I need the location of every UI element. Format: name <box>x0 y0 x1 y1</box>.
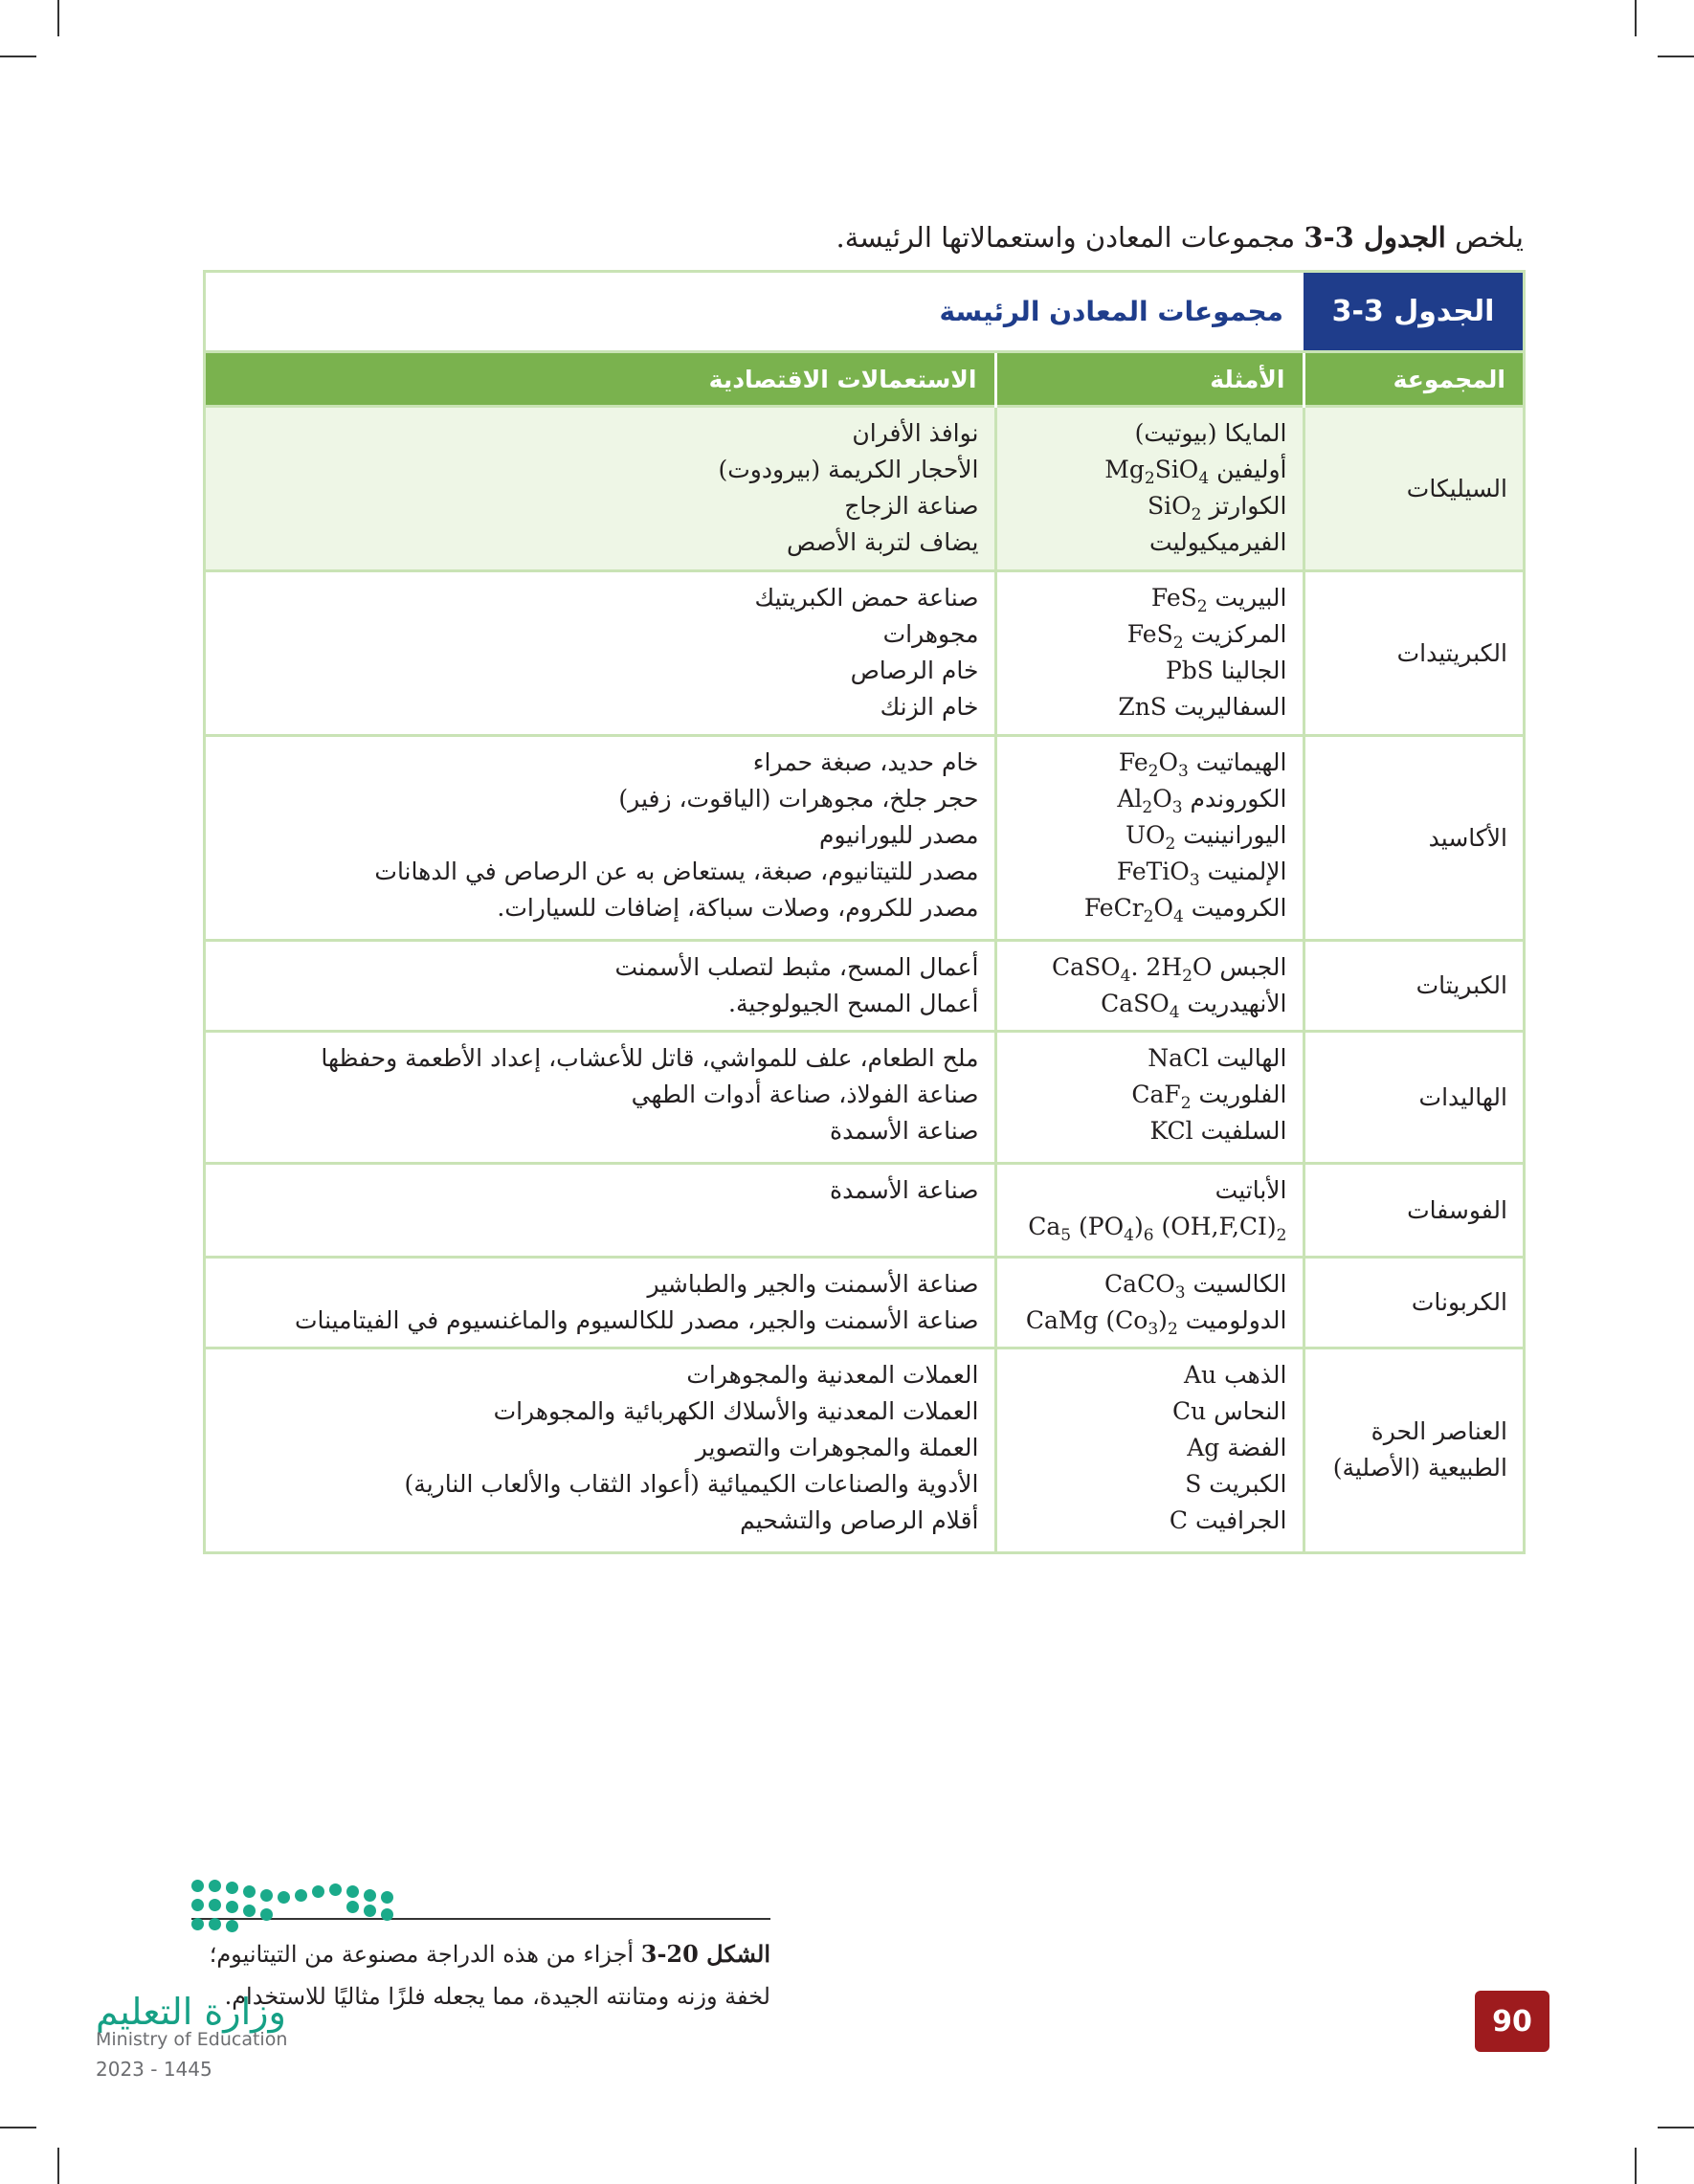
logo-dot <box>381 1908 393 1921</box>
example-line: الفلوريت CaF$_2$ <box>1131 1081 1287 1113</box>
use-line: مجوهرات <box>882 620 979 648</box>
example-line: الجالينا PbS <box>1165 657 1287 684</box>
use-line: صناعة الأسمنت والجير والطباشير <box>647 1270 979 1298</box>
logo-dot <box>209 1880 221 1892</box>
header-row <box>206 353 1523 407</box>
logo-dot <box>243 1905 256 1917</box>
logo-dot <box>226 1901 238 1913</box>
header-examples: الأمثلة <box>995 353 1304 407</box>
use-line: صناعة الزجاج <box>844 492 979 520</box>
example-line: الكالسيت CaCO$_3$ <box>1104 1270 1287 1303</box>
uses-cell <box>206 407 995 571</box>
ministry-name-arabic: وزارة التعليم <box>96 1991 286 2033</box>
example-line: الكبريت S <box>1185 1470 1287 1498</box>
use-line: حجر جلخ، مجوهرات (الياقوت، زفير) <box>618 785 979 813</box>
example-line: الإلمنيت FeTiO$_3$ <box>1116 858 1287 890</box>
intro-text: يلخص <box>1445 221 1524 254</box>
crop-mark <box>0 56 36 57</box>
use-line: صناعة الأسمنت والجير، مصدر للكالسيوم والماغنسيوم في الفيتامينات <box>294 1306 979 1334</box>
use-line: مصدر للتيتانيوم، صبغة، يستعاض به عن الرصاص في الدهانات <box>374 858 979 885</box>
example-line: المركزيت FeS$_2$ <box>1126 620 1287 653</box>
example-line: أوليفين $Mg_2SiO_4$ <box>1104 456 1287 488</box>
caption-figure-ref: الشكل 20-3 <box>640 1940 770 1968</box>
use-line: خام الرصاص <box>850 657 979 684</box>
example-line: الكوروندم $Al_2O_3$ <box>1117 785 1287 817</box>
example-line: الكروميت $FeCr_2O_4$ <box>1083 894 1287 926</box>
mineral-group-cell: الكبريتيدات <box>1304 571 1523 736</box>
intro-paragraph <box>184 216 1524 258</box>
use-line: مصدر للكروم، وصلات سباكة، إضافات للسيارات. <box>497 894 979 922</box>
logo-dot <box>191 1880 204 1892</box>
examples-cell <box>995 1164 1304 1258</box>
mineral-group-cell: الكبريتات <box>1304 941 1523 1032</box>
logo-dot <box>260 1908 273 1921</box>
logo-dot <box>346 1901 359 1913</box>
uses-cell <box>206 736 995 941</box>
logo-dot <box>364 1905 376 1917</box>
uses-cell <box>206 571 995 736</box>
use-line: صناعة الفولاذ، صناعة أدوات الطهي <box>631 1081 979 1108</box>
minerals-grid <box>206 353 1523 1551</box>
logo-dot <box>364 1889 376 1902</box>
use-line: صناعة حمض الكبريتيك <box>754 584 979 612</box>
mineral-group-cell: الكربونات <box>1304 1258 1523 1348</box>
uses-cell <box>206 1348 995 1551</box>
example-line: المايكا (بيوتيت) <box>1134 419 1287 447</box>
table-row <box>206 941 1523 1032</box>
examples-cell <box>995 941 1304 1032</box>
use-line: ملح الطعام، علف للمواشي، قاتل للأعشاب، إعداد الأطعمة وحفظها <box>321 1044 979 1072</box>
caption-text: أجزاء من هذه الدراجة مصنوعة من التيتانيوم؛ لخفة وزنه ومتانته الجيدة، مما يجعله فلزًا مثاليًا للاستخدام. <box>209 1941 770 2010</box>
examples-cell <box>995 1258 1304 1348</box>
intro-table-ref: الجدول 3-3 <box>1304 221 1446 254</box>
examples-cell <box>995 1032 1304 1164</box>
use-line: الأدوية والصناعات الكيميائية (أعواد الثقاب والألعاب النارية) <box>404 1470 979 1498</box>
example-line: الكوارتز SiO$_2$ <box>1148 492 1287 524</box>
table-row <box>206 1164 1523 1258</box>
crop-mark <box>57 0 59 36</box>
example-line: الهاليت NaCl <box>1148 1044 1287 1072</box>
table-row <box>206 407 1523 571</box>
use-line: يضاف لتربة الأصص <box>787 528 979 556</box>
use-line: العملات المعدنية والأسلاك الكهربائية والمجوهرات <box>493 1397 979 1425</box>
header-uses: الاستعمالات الاقتصادية <box>206 353 995 407</box>
logo-dot <box>295 1889 307 1902</box>
table-title-bar <box>206 273 1523 353</box>
uses-cell <box>206 941 995 1032</box>
caption-rule <box>191 1918 770 1920</box>
use-line: خام الزنك <box>880 693 979 721</box>
crop-mark <box>1658 2127 1694 2128</box>
logo-dot <box>381 1891 393 1904</box>
page-number: 90 <box>1475 1991 1549 2052</box>
example-line: الهيماتيت $Fe_2O_3$ <box>1118 748 1287 781</box>
table-number: الجدول 3-3 <box>1304 273 1523 350</box>
example-line: النحاس Cu <box>1171 1397 1287 1425</box>
example-line: الذهب Au <box>1183 1361 1287 1389</box>
uses-cell <box>206 1032 995 1164</box>
use-line: نوافذ الأفران <box>852 419 979 447</box>
example-line: البيريت FeS$_2$ <box>1150 584 1287 616</box>
crop-mark <box>1635 0 1637 36</box>
crop-mark <box>1658 56 1694 57</box>
mineral-group-cell: الأكاسيد <box>1304 736 1523 941</box>
examples-cell <box>995 1348 1304 1551</box>
use-line: أعمال المسح، مثبط لتصلب الأسمنت <box>614 953 979 981</box>
examples-cell <box>995 407 1304 571</box>
ministry-year: 2023 - 1445 <box>96 2058 212 2081</box>
use-line: مصدر لليورانيوم <box>819 821 979 849</box>
crop-mark <box>1635 2148 1637 2184</box>
example-line: $Ca_5$ $(PO_4)_6$ $(OH,F,CI)_2$ <box>1028 1213 1287 1245</box>
example-line: اليورانينيت $UO_2$ <box>1125 821 1287 854</box>
use-line: العملة والمجوهرات والتصوير <box>695 1434 979 1461</box>
example-line: الجبس CaSO$_4$. $2H_2O$ <box>1052 953 1287 986</box>
use-line: أعمال المسح الجيولوجية. <box>728 990 979 1017</box>
example-line: السلفيت KCl <box>1149 1117 1287 1145</box>
header-group: المجموعة <box>1304 353 1523 407</box>
intro-text: مجموعات المعادن واستعمالاتها الرئيسة. <box>836 221 1304 254</box>
examples-cell <box>995 736 1304 941</box>
use-line: صناعة الأسمدة <box>830 1117 979 1145</box>
example-line: الدولوميت CaMg $(Co_3)_2$ <box>1025 1306 1287 1339</box>
use-line: العملات المعدنية والمجوهرات <box>686 1361 979 1389</box>
logo-dot <box>346 1885 359 1898</box>
minerals-table <box>203 270 1526 1554</box>
logo-dot <box>226 1920 238 1932</box>
uses-cell <box>206 1258 995 1348</box>
use-line: الأحجار الكريمة (بيرودوت) <box>718 456 979 483</box>
ministry-name-english: Ministry of Education <box>96 2029 288 2050</box>
crop-mark <box>57 2148 59 2184</box>
logo-dot <box>278 1891 290 1904</box>
logo-dot <box>260 1889 273 1902</box>
logo-dot <box>243 1885 256 1898</box>
mineral-group-cell: العناصر الحرة الطبيعية (الأصلية) <box>1304 1348 1523 1551</box>
example-line: الأنهيدريت CaSO$_4$ <box>1101 990 1287 1022</box>
logo-dot <box>329 1883 342 1896</box>
use-line: أقلام الرصاص والتشحيم <box>740 1506 979 1534</box>
table-row <box>206 736 1523 941</box>
examples-cell <box>995 571 1304 736</box>
use-line: خام حديد، صبغة حمراء <box>752 748 979 776</box>
example-line: الأباتيت <box>1215 1176 1287 1204</box>
example-line: الفضة Ag <box>1187 1434 1287 1461</box>
logo-dot <box>209 1899 221 1911</box>
table-row <box>206 1258 1523 1348</box>
uses-cell <box>206 1164 995 1258</box>
mineral-group-cell: الهاليدات <box>1304 1032 1523 1164</box>
logo-dot <box>191 1899 204 1911</box>
logo-dot <box>209 1918 221 1930</box>
logo-dot <box>191 1918 204 1930</box>
mineral-group-cell: السيليكات <box>1304 407 1523 571</box>
example-line: السفاليريت ZnS <box>1118 693 1287 721</box>
table-row <box>206 1348 1523 1551</box>
mineral-group-cell: الفوسفات <box>1304 1164 1523 1258</box>
example-line: الجرافيت C <box>1169 1506 1287 1534</box>
table-title: مجموعات المعادن الرئيسة <box>939 296 1283 327</box>
table-row <box>206 1032 1523 1164</box>
crop-mark <box>0 2127 36 2128</box>
example-line: الفيرميكيوليت <box>1149 528 1287 556</box>
table-row <box>206 571 1523 736</box>
logo-dot <box>226 1882 238 1894</box>
logo-dot <box>312 1885 324 1898</box>
use-line: صناعة الأسمدة <box>830 1176 979 1204</box>
